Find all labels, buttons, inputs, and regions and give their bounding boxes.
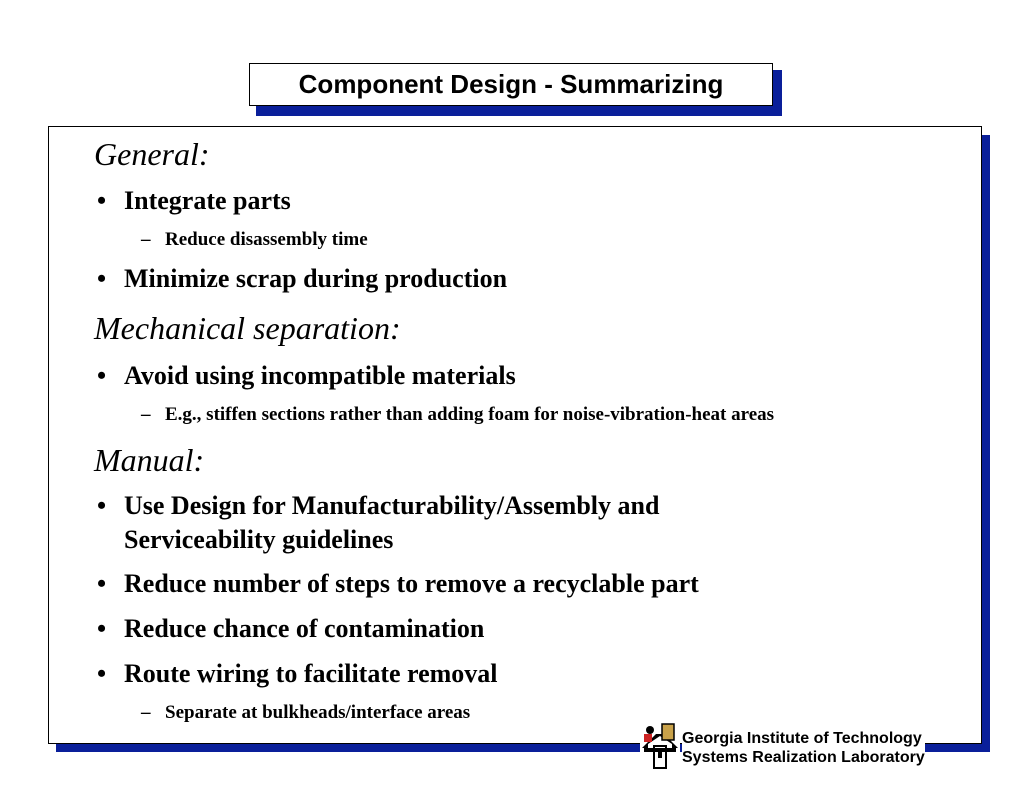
sub-bullet-text: Reduce disassembly time	[165, 229, 368, 250]
heading-general: General:	[94, 136, 210, 172]
bullet-text: Reduce number of steps to remove a recyclable part	[124, 569, 699, 598]
dash-icon: –	[141, 229, 151, 250]
bullet-text-line1: Use Design for Manufacturability/Assembly and	[124, 491, 660, 520]
bullet-icon: •	[97, 569, 107, 598]
dash-icon: –	[141, 404, 151, 425]
georgia-tech-logo-icon	[640, 722, 680, 770]
bullet-icon: •	[97, 659, 107, 688]
bullet-icon: •	[97, 491, 107, 520]
footer-line-2: Systems Realization Laboratory	[682, 749, 925, 766]
footer-line-1: Georgia Institute of Technology	[682, 730, 922, 747]
bullet-icon: •	[97, 186, 107, 215]
slide-title: Component Design - Summarizing	[249, 63, 773, 106]
bullet-text: Avoid using incompatible materials	[124, 361, 516, 390]
bullet-text: Reduce chance of contamination	[124, 614, 485, 643]
content-panel	[48, 126, 982, 744]
footer-institution	[682, 729, 925, 767]
bullet-text: Route wiring to facilitate removal	[124, 659, 498, 688]
bullet-text: Integrate parts	[124, 186, 291, 215]
bullet-icon: •	[97, 361, 107, 390]
dash-icon: –	[141, 702, 151, 723]
bullet-icon: •	[97, 614, 107, 643]
sub-bullet-text: Separate at bulkheads/interface areas	[165, 702, 471, 723]
bullet-icon: •	[97, 264, 107, 293]
bullet-text-line2: Serviceability guidelines	[124, 525, 394, 554]
heading-manual: Manual:	[94, 442, 205, 478]
bullet-text: Minimize scrap during production	[124, 264, 508, 293]
heading-mechanical-separation: Mechanical separation:	[94, 310, 401, 346]
sub-bullet-text: E.g., stiffen sections rather than adding foam for noise-vibration-heat areas	[165, 404, 775, 425]
